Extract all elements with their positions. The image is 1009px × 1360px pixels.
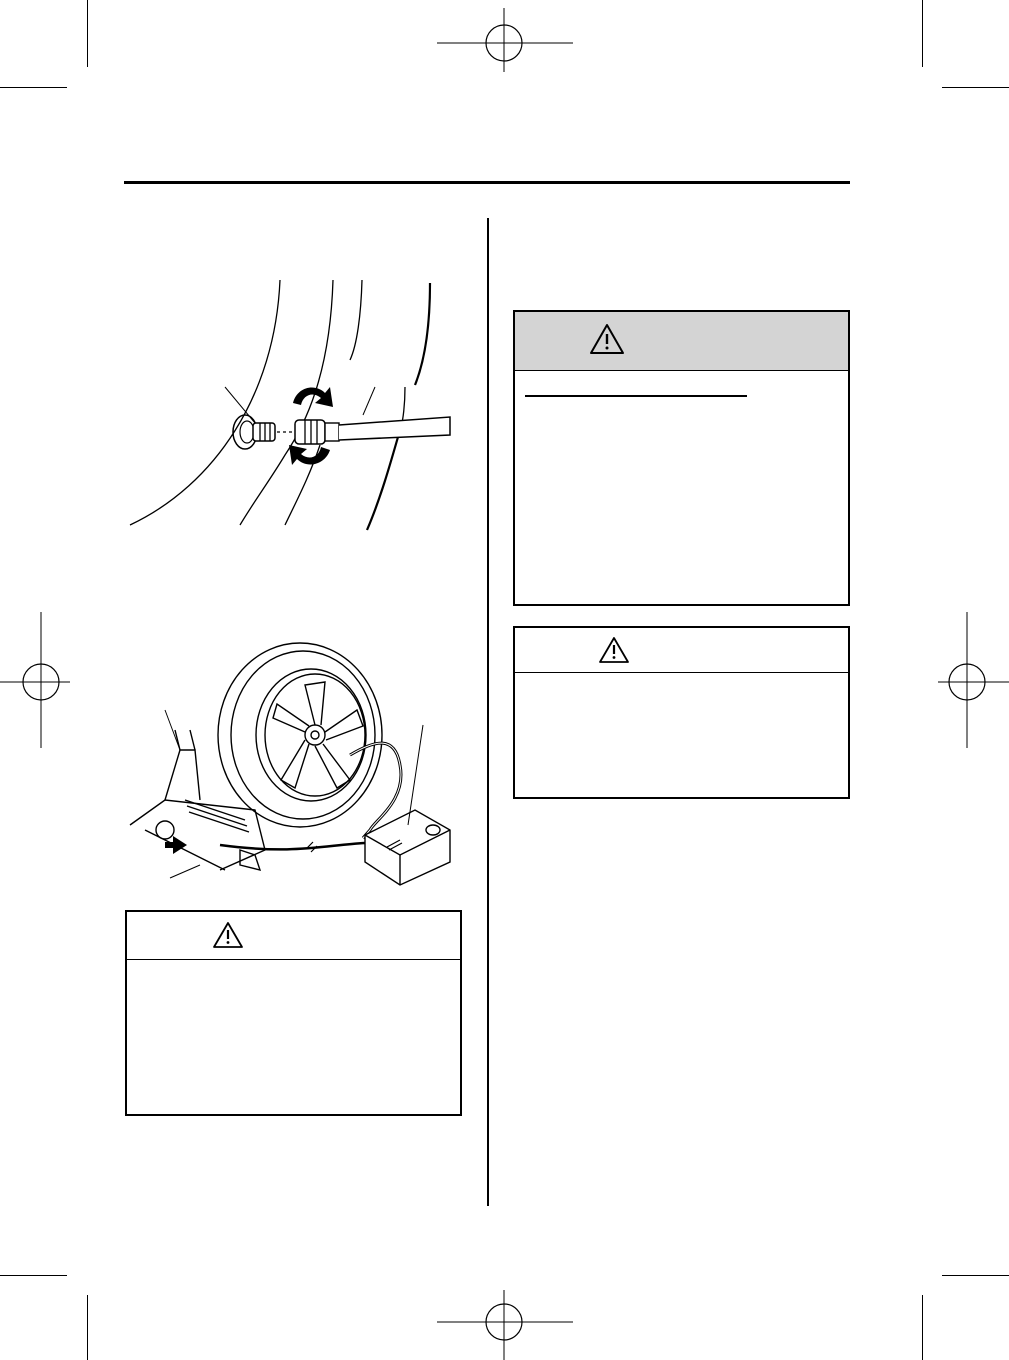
warning-triangle-icon [589,323,625,355]
warning-triangle-icon [598,636,630,664]
caution-box-left-header [127,912,460,960]
tire-arc-6 [367,430,400,530]
registration-mark-right [938,612,1009,748]
leader-hose [363,387,375,415]
rotate-arrow-bottom [289,445,330,465]
caution-box-left [125,910,462,1116]
valve-connection-illustration [125,275,465,540]
warning-box [513,310,850,606]
registration-mark-top [437,8,573,72]
warning-subheading-rule [525,395,747,397]
caution-box-right [513,626,850,799]
header-rule [124,181,850,184]
registration-mark-bottom [437,1290,573,1360]
tire-arc-3 [350,280,362,360]
warning-triangle-icon [212,921,244,949]
leader-socket [165,710,180,750]
tire-arc-outer [130,280,280,525]
compressor-setup-illustration [125,640,465,890]
caution-box-right-header [515,628,848,673]
registration-mark-left [0,612,90,748]
leader-plug [170,865,200,878]
warning-box-header [515,312,848,371]
column-divider [487,218,489,1206]
tire-arc-5 [415,283,430,385]
